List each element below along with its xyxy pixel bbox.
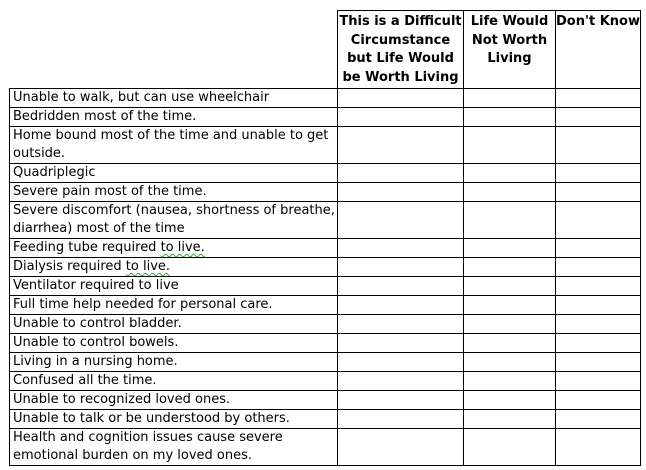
row-nursing-home	[10, 352, 641, 371]
dont-know-cell[interactable]	[556, 314, 641, 333]
row-bowels	[10, 333, 641, 352]
row-feeding-tube	[10, 238, 641, 257]
header-not-worth-living: Life Would Not Worth Living	[464, 11, 556, 89]
worth-living-cell[interactable]	[338, 276, 464, 295]
not-worth-living-cell[interactable]	[464, 107, 556, 126]
dont-know-cell[interactable]	[556, 238, 641, 257]
worth-living-cell[interactable]	[338, 314, 464, 333]
not-worth-living-cell[interactable]	[464, 390, 556, 409]
not-worth-living-cell[interactable]	[464, 295, 556, 314]
not-worth-living-cell[interactable]	[464, 352, 556, 371]
worth-living-cell[interactable]	[338, 88, 464, 107]
dont-know-cell[interactable]	[556, 163, 641, 182]
row-emotional-burden	[10, 428, 641, 465]
not-worth-living-cell[interactable]	[464, 201, 556, 238]
header-dont-know: Don't Know	[556, 11, 641, 89]
not-worth-living-cell[interactable]	[464, 238, 556, 257]
dont-know-cell[interactable]	[556, 295, 641, 314]
worth-living-cell[interactable]	[338, 163, 464, 182]
circumstance-label: Dialysis required to live.	[10, 257, 338, 276]
row-bladder	[10, 314, 641, 333]
circumstance-label: Confused all the time.	[10, 371, 338, 390]
row-recognize-loved-ones	[10, 390, 641, 409]
header-blank-cell	[10, 11, 338, 89]
worth-living-cell[interactable]	[338, 333, 464, 352]
worth-living-cell[interactable]	[338, 371, 464, 390]
circumstance-label: Unable to control bowels.	[10, 333, 338, 352]
dont-know-cell[interactable]	[556, 390, 641, 409]
worth-living-cell[interactable]	[338, 257, 464, 276]
worth-living-cell[interactable]	[338, 201, 464, 238]
not-worth-living-cell[interactable]	[464, 163, 556, 182]
dont-know-cell[interactable]	[556, 88, 641, 107]
not-worth-living-cell[interactable]	[464, 257, 556, 276]
circumstance-label: Unable to talk or be understood by others.	[10, 409, 338, 428]
circumstance-label: Health and cognition issues cause severe emotional burden on my loved ones.	[10, 428, 338, 465]
worth-living-cell[interactable]	[338, 428, 464, 465]
dont-know-cell[interactable]	[556, 257, 641, 276]
circumstance-label: Unable to control bladder.	[10, 314, 338, 333]
row-quadriplegic	[10, 163, 641, 182]
row-severe-discomfort	[10, 201, 641, 238]
row-full-time-help	[10, 295, 641, 314]
dont-know-cell[interactable]	[556, 333, 641, 352]
not-worth-living-cell[interactable]	[464, 371, 556, 390]
worth-living-cell[interactable]	[338, 182, 464, 201]
circumstance-label: Living in a nursing home.	[10, 352, 338, 371]
circumstance-label: Ventilator required to live	[10, 276, 338, 295]
dont-know-cell[interactable]	[556, 126, 641, 163]
spellcheck-underline: to live.	[125, 258, 171, 274]
circumstance-label: Feeding tube required to live.	[10, 238, 338, 257]
not-worth-living-cell[interactable]	[464, 333, 556, 352]
row-talk-understood	[10, 409, 641, 428]
circumstance-label: Unable to walk, but can use wheelchair	[10, 88, 338, 107]
row-wheelchair	[10, 88, 641, 107]
row-severe-pain	[10, 182, 641, 201]
row-ventilator	[10, 276, 641, 295]
row-home-bound	[10, 126, 641, 163]
circumstance-label: Full time help needed for personal care.	[10, 295, 338, 314]
dont-know-cell[interactable]	[556, 107, 641, 126]
dont-know-cell[interactable]	[556, 428, 641, 465]
row-confused	[10, 371, 641, 390]
row-bedridden	[10, 107, 641, 126]
worth-living-cell[interactable]	[338, 107, 464, 126]
dont-know-cell[interactable]	[556, 352, 641, 371]
circumstance-label: Unable to recognized loved ones.	[10, 390, 338, 409]
dont-know-cell[interactable]	[556, 409, 641, 428]
circumstances-table	[9, 10, 641, 466]
not-worth-living-cell[interactable]	[464, 276, 556, 295]
circumstance-label: Bedridden most of the time.	[10, 107, 338, 126]
not-worth-living-cell[interactable]	[464, 409, 556, 428]
dont-know-cell[interactable]	[556, 182, 641, 201]
circumstance-label: Severe discomfort (nausea, shortness of breathe, diarrhea) most of the time	[10, 201, 338, 238]
circumstance-label: Quadriplegic	[10, 163, 338, 182]
header-row	[10, 11, 641, 89]
worth-living-cell[interactable]	[338, 352, 464, 371]
worth-living-cell[interactable]	[338, 295, 464, 314]
worth-living-cell[interactable]	[338, 409, 464, 428]
dont-know-cell[interactable]	[556, 371, 641, 390]
header-worth-living: This is a Difficult Circumstance but Life Would be Worth Living	[338, 11, 464, 89]
worth-living-cell[interactable]	[338, 238, 464, 257]
not-worth-living-cell[interactable]	[464, 314, 556, 333]
worth-living-cell[interactable]	[338, 390, 464, 409]
not-worth-living-cell[interactable]	[464, 126, 556, 163]
spellcheck-underline: to live.	[160, 239, 205, 255]
circumstance-label: Severe pain most of the time.	[10, 182, 338, 201]
worth-living-cell[interactable]	[338, 126, 464, 163]
dont-know-cell[interactable]	[556, 276, 641, 295]
not-worth-living-cell[interactable]	[464, 182, 556, 201]
not-worth-living-cell[interactable]	[464, 88, 556, 107]
circumstance-label: Home bound most of the time and unable to get outside.	[10, 126, 338, 163]
row-dialysis	[10, 257, 641, 276]
dont-know-cell[interactable]	[556, 201, 641, 238]
not-worth-living-cell[interactable]	[464, 428, 556, 465]
